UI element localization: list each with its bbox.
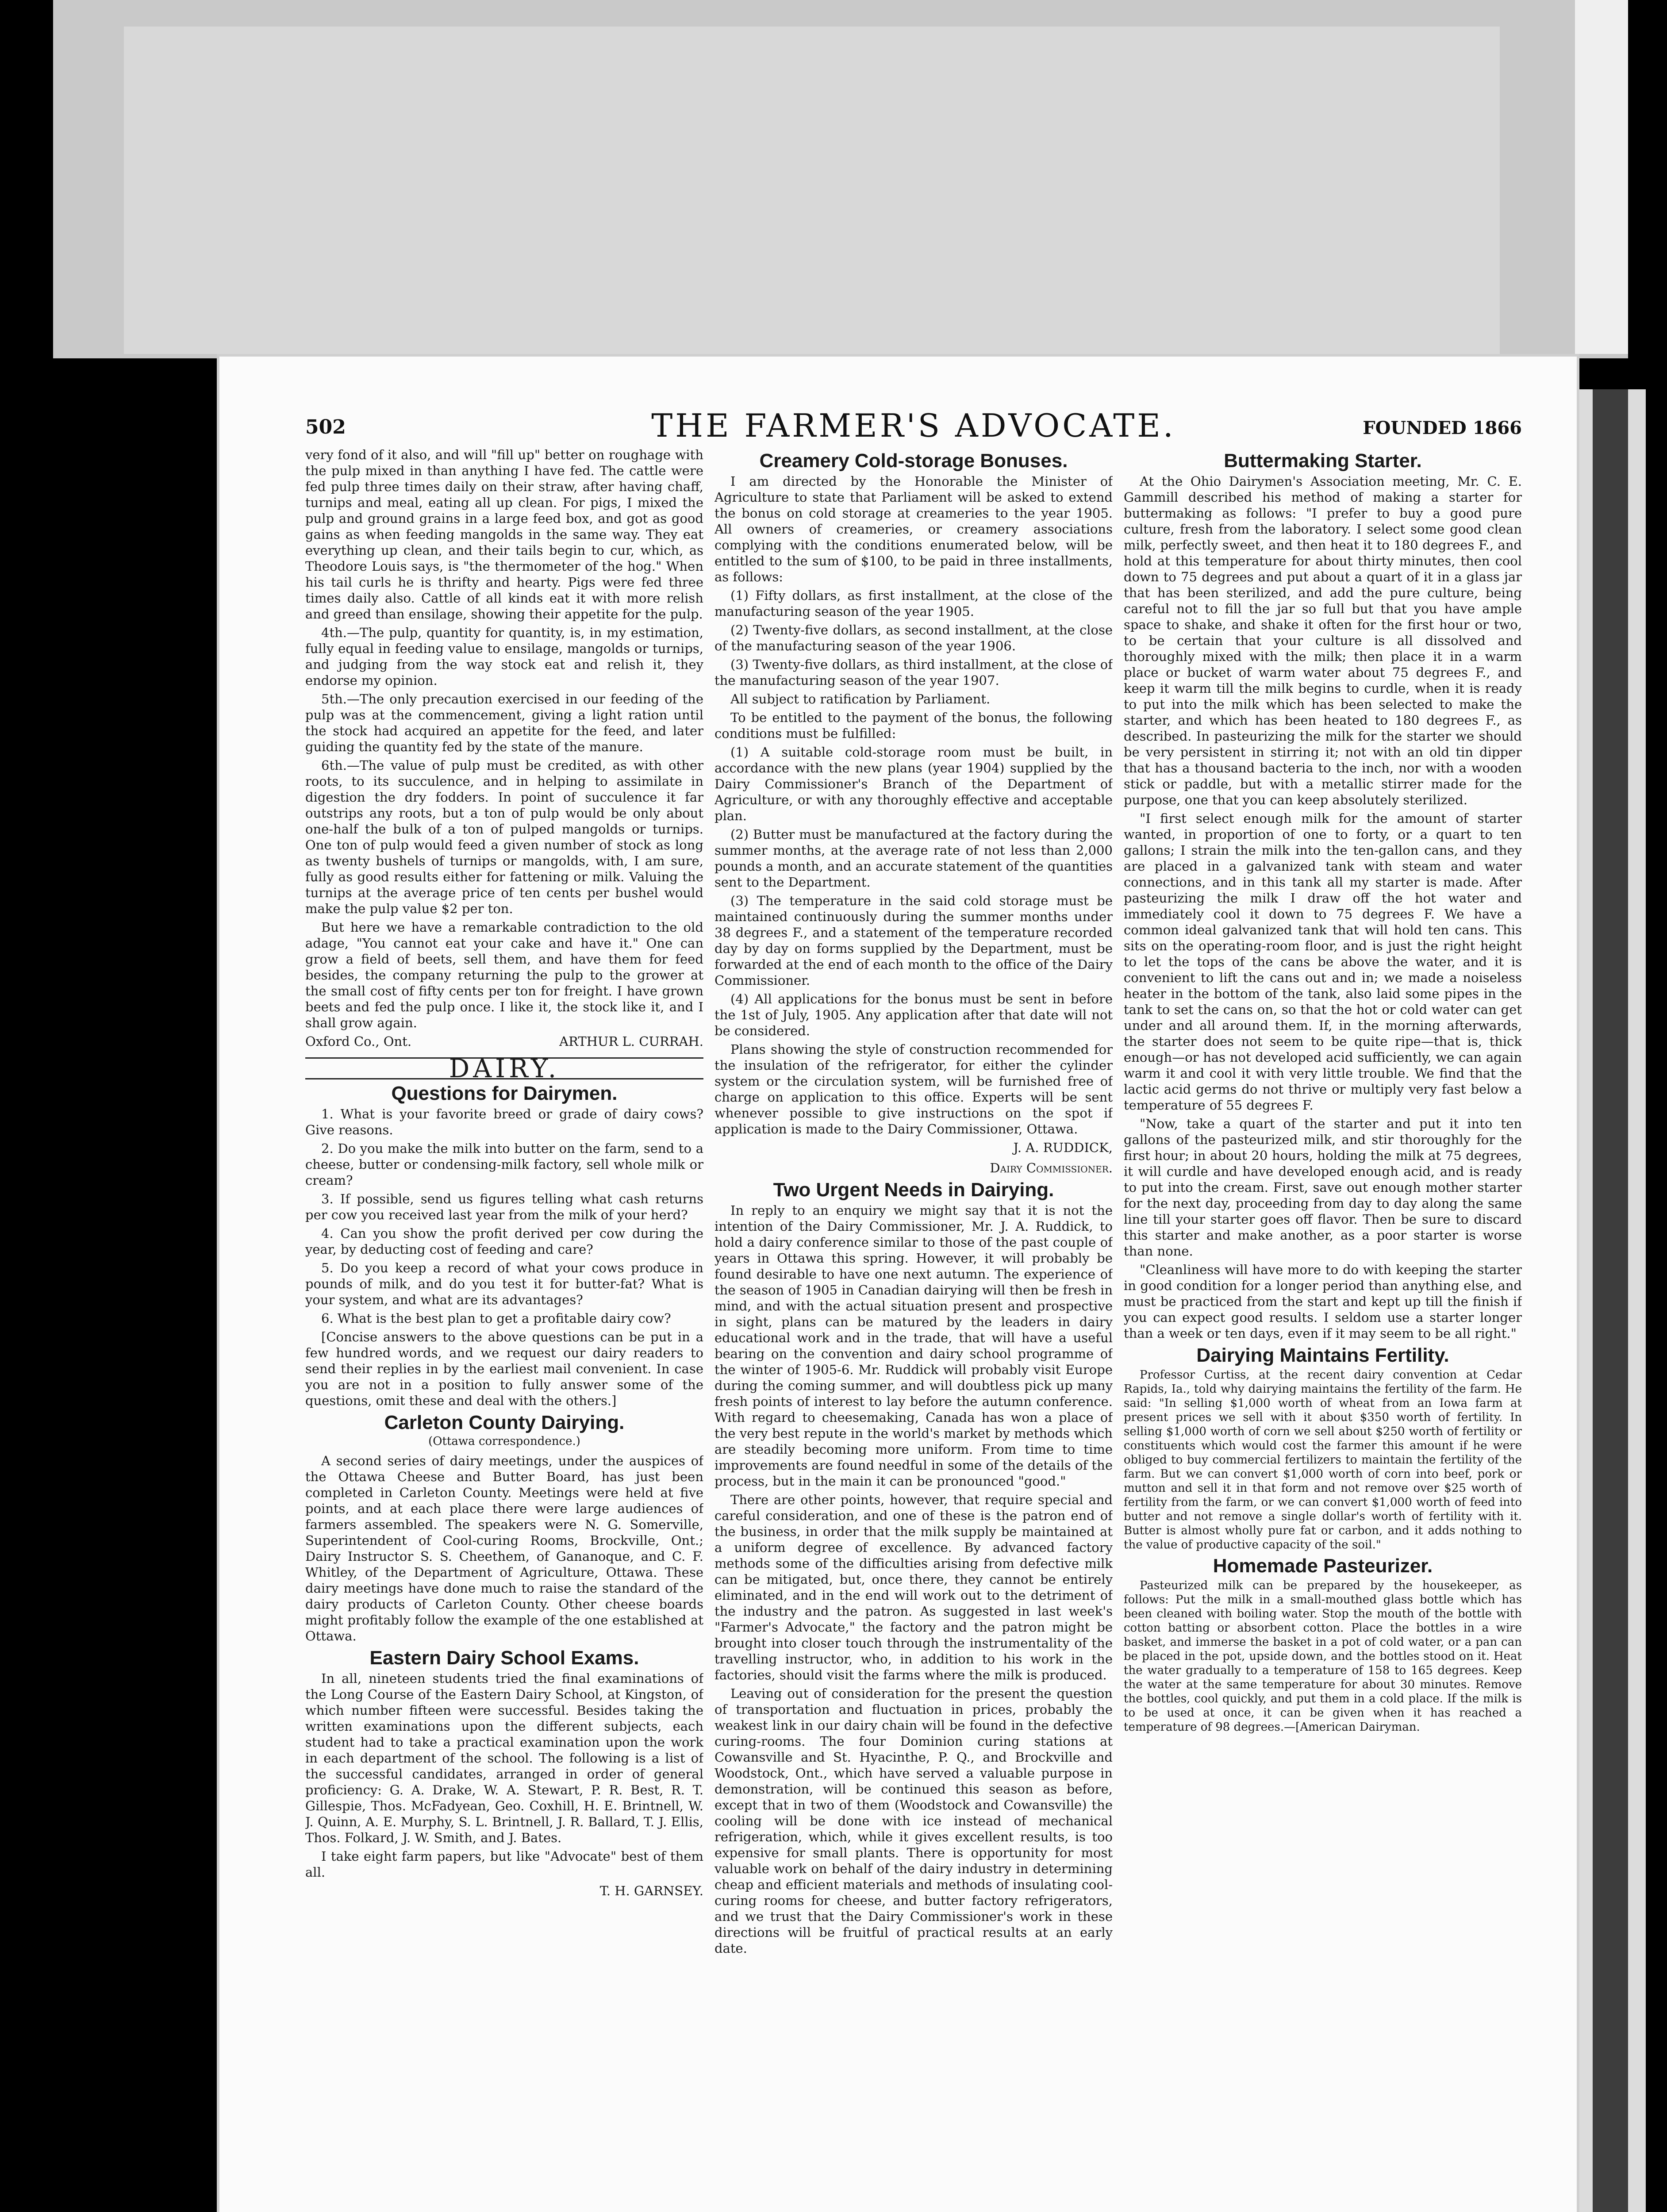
paragraph: In reply to an enquiry we might say that it is not the intention of the Dairy Commissioner, Mr. J. A. Ruddick, to hold a dairy conference similar to those of the past couple of years in Ottawa this spring. However, it will probably be found desirable to have one next autumn. The experience of the season of 1905 in Canadian dairying will then be fresh in mind, and with the actual situation present and prospective in sight, plans can be matured by the leaders in dairy educational work and in the trade, that will have a useful bearing on the convention and dairy school programme of the winter of 1905-6. Mr. Ruddick will probably visit Europe during the coming summer, and will doubtless pick up many fresh points of interest to lay before the autumn conference. With regard to cheesemaking, Canada has won a place of the very best repute in the world's market by methods which are steadily becoming more uniform. From time to time improvements are found needful in some of the details of the process, but in the main it can be pronounced "good." — [714, 1203, 1113, 1489]
signature-name: ARTHUR L. CURRAH. — [559, 1034, 703, 1049]
page-number: 502 — [305, 416, 346, 438]
bleed-through-reverse-page — [124, 27, 1500, 354]
signature-place: Oxford Co., Ont. — [305, 1034, 412, 1049]
paragraph: In all, nineteen students tried the final examinations of the Long Course of the Eastern Dairy School, at Kingston, of which number fifteen were successful. Besides taking the written examinations upon the different subjects, each student had to take a practical examination upon the work in each department of the school. The following is a list of the successful candidates, arranged in order of general proficiency: G. A. Drake, W. A. Stewart, P. R. Best, R. T. Gillespie, Thos. McFadyean, Geo. Coxhill, H. E. Brintnell, W. J. Quinn, A. E. Murphy, S. L. Brintnell, J. R. Ballard, T. J. Ellis, Thos. Folkard, J. W. Smith, and J. Bates. — [305, 1671, 703, 1845]
section-title: DAIRY. — [305, 1057, 703, 1079]
article-title: Buttermaking Starter. — [1224, 450, 1422, 472]
column-3 — [1124, 447, 1522, 2212]
paragraph: A second series of dairy meetings, under the auspices of the Ottawa Cheese and Butter Board, has just been completed in Carleton County. Meetings were held at five points, and at each place there were large audiences of farmers assembled. The speakers were N. G. Somerville, Superintendent of Cool-curing Rooms, Brockville, Ont.; Dairy Instructor S. S. Cheethem, of Gananoque, and C. F. Whitley, of the Department of Agriculture, Ottawa. These dairy meetings have done much to raise the standard of the dairy products of Carleton County. Other cheese boards might profitably follow the example of the one established at Ottawa. — [305, 1453, 703, 1644]
paragraph: I am directed by the Honorable the Minister of Agriculture to state that Parliament will be asked to extend the bonus on cold storage at creameries to the year 1905. All owners of creameries, or creamery associations complying with the conditions enumerated below, will be entitled to the sum of $100, to be paid in three installments, as follows: — [714, 474, 1113, 584]
paragraph: very fond of it also, and will "fill up" better on roughage with the pulp mixed in than anything I have fed. The cattle were fed pulp three times daily on their straw, after having chaff, turnips and meal, eating all up clean. For pigs, I mixed the pulp and ground grains in a large feed box, and got as good gains as when feeding mangolds in the same way. They eat everything up clean, and their tails begin to cur, which, as Theodore Louis says, is "the thermometer of the hog." When his tail curls he is thrifty and hearty. Pigs were fed three times daily also. Cattle of all kinds eat it with more relish and greed than ensilage, showing their appetite for the pulp. — [305, 447, 703, 622]
paragraph: 6th.—The value of pulp must be credited, as with other roots, to its succulence, and in helping to assimilate in digestion the dry fodders. In point of succulence it far outstrips any roots, but a ton of pulp would be only about one-half the bulk of a ton of pulped mangolds or turnips. One ton of pulp would feed a given number of stock as long as twenty bushels of turnips or mangolds, with, I am sure, fully as good results either for fattening or milk. Valuing the turnips at the average price of ten cents per bushel would make the pulp value $2 per ton. — [305, 758, 703, 916]
paragraph: "I first select enough milk for the amount of starter wanted, in proportion of one to forty, or a quart to ten gallons; I strain the milk into the ten-gallon cans, and they are placed in a galvanized tank with steam and water connections, and in this tank all my starter is made. After pasteurizing the milk I draw off the hot water and immediately cool it down to 75 degrees F. We have a common ideal galvanized tank that will hold ten cans. This sits on the operating-room floor, and is just the right height to let the tops of the cans be above the water, and it is convenient to lift the cans out and in; we made a noiseless heater in the bottom of the tank, also laid some pipes in the tank to set the cans on, so that the hot or cold water can get under and all around them. If, in the morning afterwards, the starter does not seem to be quite ripe—that is, thick enough—or has not developed acid sufficiently, we can again warm it and cool it with very little trouble. We find that the lactic acid germs do not thrive or multiply very fast below a temperature of 55 degrees F. — [1124, 811, 1522, 1113]
column-1 — [305, 447, 703, 2212]
question: 5. Do you keep a record of what your cows produce in pounds of milk, and do you test it for butter-fat? What is your system, and what are its advantages? — [305, 1260, 703, 1307]
signature-line — [305, 1033, 703, 1049]
founded-label: FOUNDED 1866 — [1363, 418, 1522, 438]
paragraph: (3) The temperature in the said cold storage must be maintained continuously during the summer months under 38 degrees F., and a statement of the temperature recorded day by day on forms supplied by the Department, must be forwarded at the end of each month to the office of the Dairy Commissioner. — [714, 893, 1113, 988]
paragraph: Leaving out of consideration for the present the question of transportation and fluctuation in prices, probably the weakest link in our dairy chain will be found in the defective curing-rooms. The four Dominion curing stations at Cowansville and St. Hyacinthe, P. Q., and Brockville and Woodstock, Ont., which have served a valuable purpose in demonstration, will be continued this season as before, except that in two of them (Woodstock and Cowansville) the cooling will be done with ice instead of mechanical refrigeration, which, while it gives excellent results, is too expensive for small plants. There is opportunity for most valuable work on behalf of the dairy industry in determining cheap and efficient materials and methods of insulating cool-curing rooms for cheese, and butter factory refrigerators, and we trust that the Dairy Commissioner's work in these directions will be fruitful of practical results at an early date. — [714, 1686, 1113, 1956]
paragraph: (3) Twenty-five dollars, as third installment, at the close of the manufacturing season of the year 1907. — [714, 657, 1113, 688]
question: 3. If possible, send us figures telling what cash returns per cow you received last year from the milk of your herd? — [305, 1191, 703, 1222]
question: 6. What is the best plan to get a profitable dairy cow? — [321, 1311, 671, 1326]
question: 2. Do you make the milk into butter on the farm, send to a cheese, butter or condensing-milk factory, sell whole milk or cream? — [305, 1141, 703, 1188]
newspaper-page — [217, 354, 1579, 2212]
paragraph: (4) All applications for the bonus must be sent in before the 1st of July, 1905. Any application after that date will not be considered. — [714, 991, 1113, 1038]
paragraph: "Cleanliness will have more to do with keeping the starter in good condition for a longer period than anything else, and must be practiced from the start and kept up till the finish if you can expect good results. I seldom use a starter longer than a week or ten days, even if it may seem to be all right." — [1124, 1262, 1522, 1341]
paragraph: (2) Butter must be manufactured at the factory during the summer months, at the average rate of not less than 2,000 pounds a month, and an accurate statement of the quantities sent to the Department. — [714, 827, 1113, 890]
page-header — [305, 407, 1522, 447]
article-title: Two Urgent Needs in Dairying. — [773, 1179, 1054, 1201]
paragraph: (2) Twenty-five dollars, as second installment, at the close of the manufacturing season of the year 1906. — [714, 622, 1113, 653]
masthead: THE FARMER'S ADVOCATE. — [651, 407, 1176, 444]
paragraph: Plans showing the style of construction recommended for the insulation of the refrigerator, for either the cylinder system or the circulation system, will be furnished free of charge on application to this office. Experts will be sent whenever possible to give instructions on the spot if application is made to the Dairy Commissioner, Ottawa. — [714, 1042, 1113, 1137]
scan-binding-strip — [1579, 389, 1646, 2212]
paragraph: (1) A suitable cold-storage room must be built, in accordance with the new plans (year 1904) supplied by the Dairy Commissioner's Branch of the Department of Agriculture, or with any thoroughly effective and acceptable plan. — [714, 745, 1113, 823]
paragraph: (1) Fifty dollars, as first installment, at the close of the manufacturing season of the year 1905. — [714, 588, 1113, 619]
signature-name: T. H. GARNSEY. — [599, 1883, 703, 1898]
scan-background-top-right — [1575, 0, 1628, 354]
paragraph: There are other points, however, that require special and careful consideration, and one of these is the patron end of the business, in order that the milk supply be maintained at a uniform degree of excellence. By advanced factory methods some of the difficulties arising from defective milk can be mitigated, but, once there, they cannot be entirely eliminated, and in the end will work out to the detriment of the industry and the patron. As suggested in last week's "Farmer's Advocate," the factory and the patron might be brought into closer touch through the instrumentality of the travelling instructor, who, in addition to his work in the factories, should visit the farms where the milk is produced. — [714, 1492, 1113, 1682]
article-title: Dairying Maintains Fertility. — [1196, 1344, 1449, 1366]
signature-name: J. A. RUDDICK, — [1013, 1140, 1113, 1155]
paragraph: All subject to ratification by Parliament. — [730, 691, 991, 707]
article-title: Eastern Dairy School Exams. — [369, 1647, 639, 1669]
paragraph: 5th.—The only precaution exercised in our feeding of the pulp was at the commencement, giving a light ration until the stock had acquired an appetite for the feed, and later guiding the quantity fed by the state of the manure. — [305, 691, 703, 754]
paragraph: Pasteurized milk can be prepared by the housekeeper, as follows: Put the milk in a small-mouthed glass bottle which has been cleaned with boiling water. Stop the mouth of the bottle with cotton batting or absorbent cotton. Place the bottles in a wire basket, and immerse the basket in a pot of cold water, or a pan can be placed in the pot, upside down, and the bottles stood on it. Heat the water gradually to a temperature of 158 to 165 degrees. Keep the water at the same temperature for about 30 minutes. Remove the bottles, cool quickly, and put them in a cold place. If the milk is to be used at once, it can be given when it has reached a temperature of 98 degrees.—[American Dairyman. — [1124, 1579, 1522, 1734]
paragraph: "Now, take a quart of the starter and put it into ten gallons of the pasteurized milk, and stir thoroughly for the first hour; in about 20 hours, holding the milk at 75 degrees, it will curdle and have developed enough acid, and is ready to put into the cream. First, save out enough mother starter for the next day, proceeding from day to day along the same line till your starter goes off flavor. Then be sure to discard this starter and make another, as a poor starter is worse than none. — [1124, 1116, 1522, 1259]
paragraph: I take eight farm papers, but like "Advocate" best of them all. — [305, 1849, 703, 1880]
article-title: Questions for Dairymen. — [391, 1083, 618, 1104]
signature-title: Dairy Commissioner. — [990, 1160, 1113, 1175]
column-2 — [714, 447, 1113, 2212]
editor-note: [Concise answers to the above questions can be put in a few hundred words, and we request our dairy readers to send their replies in by the earliest mail convenient. In case you are not in a position to fully answer some of the questions, omit these and deal with the others.] — [305, 1329, 703, 1408]
article-title: Homemade Pasteurizer. — [1213, 1555, 1433, 1577]
article-title: Creamery Cold-storage Bonuses. — [759, 450, 1068, 472]
paragraph: At the Ohio Dairymen's Association meeting, Mr. C. E. Gammill described his method of making a starter for buttermaking as follows: "I prefer to buy a good pure culture, fresh from the laboratory. I select some good clean milk, perfectly sweet, and then heat it to 180 degrees F., and hold at this temperature for about thirty minutes, then cool down to 75 degrees and put about a quart of it in a glass jar that has been sterilized, and add the pure culture, being careful not to fill the jar so full but that you have ample space to shake, and shake it often for the first hour or two, to be certain that your culture is all dissolved and thoroughly mixed with the milk; then place it in a warm place or bucket of warm water about 75 degrees F., and keep it warm till the milk begins to curdle, when it is ready to put into the milk which has been selected to make the starter, and which has been heated to 180 degrees F., as described. In pasteurizing the milk for the starter we should be very persistent in stirring it; not with an old tin dipper that has a thousand bacteria to the inch, nor with a wooden stick or paddle, but with a metallic stirrer made for the purpose, one that you can keep absolutely sterilized. — [1124, 474, 1522, 807]
question: 1. What is your favorite breed or grade of dairy cows? Give reasons. — [305, 1106, 703, 1137]
scan-binding-shadow — [1593, 389, 1628, 2212]
article-title: Carleton County Dairying. — [384, 1412, 625, 1433]
paragraph: But here we have a remarkable contradiction to the old adage, "You cannot eat your cake and have it." One can grow a field of beets, sell them, and have them for feed besides, the company returning the pulp to the grower at the small cost of fifty cents per ton for freight. I have grown beets and fed the pulp once. I like it, the stock like it, and I shall grow again. — [305, 920, 703, 1030]
paragraph: To be entitled to the payment of the bonus, the following conditions must be fulfilled: — [714, 710, 1113, 741]
question: 4. Can you show the profit derived per cow during the year, by deducting cost of feeding and care? — [305, 1226, 703, 1257]
paragraph: 4th.—The pulp, quantity for quantity, is, in my estimation, fully equal in feeding value to ensilage, mangolds or turnips, and judging from the way stock eat and relish it, they endorse my opinion. — [305, 625, 703, 688]
paragraph: Professor Curtiss, at the recent dairy convention at Cedar Rapids, Ia., told why dairying maintains the fertility of the farm. He said: "In selling $1,000 worth of wheat from an Iowa farm at present prices we sell with it about $350 worth of fertility. In selling $1,000 worth of corn we sell about $250 worth of fertility or constituents which would cost the farmer this amount if he were obliged to buy commercial fertilizers to maintain the fertility of the farm. But we can convert $1,000 worth of corn into beef, pork or mutton and sell it in that form and not remove over $25 worth of fertility from the farm, or we can convert $1,000 worth of feed into butter and not remove a single dollar's worth of fertility with it. Butter is almost wholly pure fat or carbon, and it adds nothing to the value of productive capacity of the soil." — [1124, 1368, 1522, 1551]
article-subtitle: (Ottawa correspondence.) — [428, 1435, 580, 1448]
